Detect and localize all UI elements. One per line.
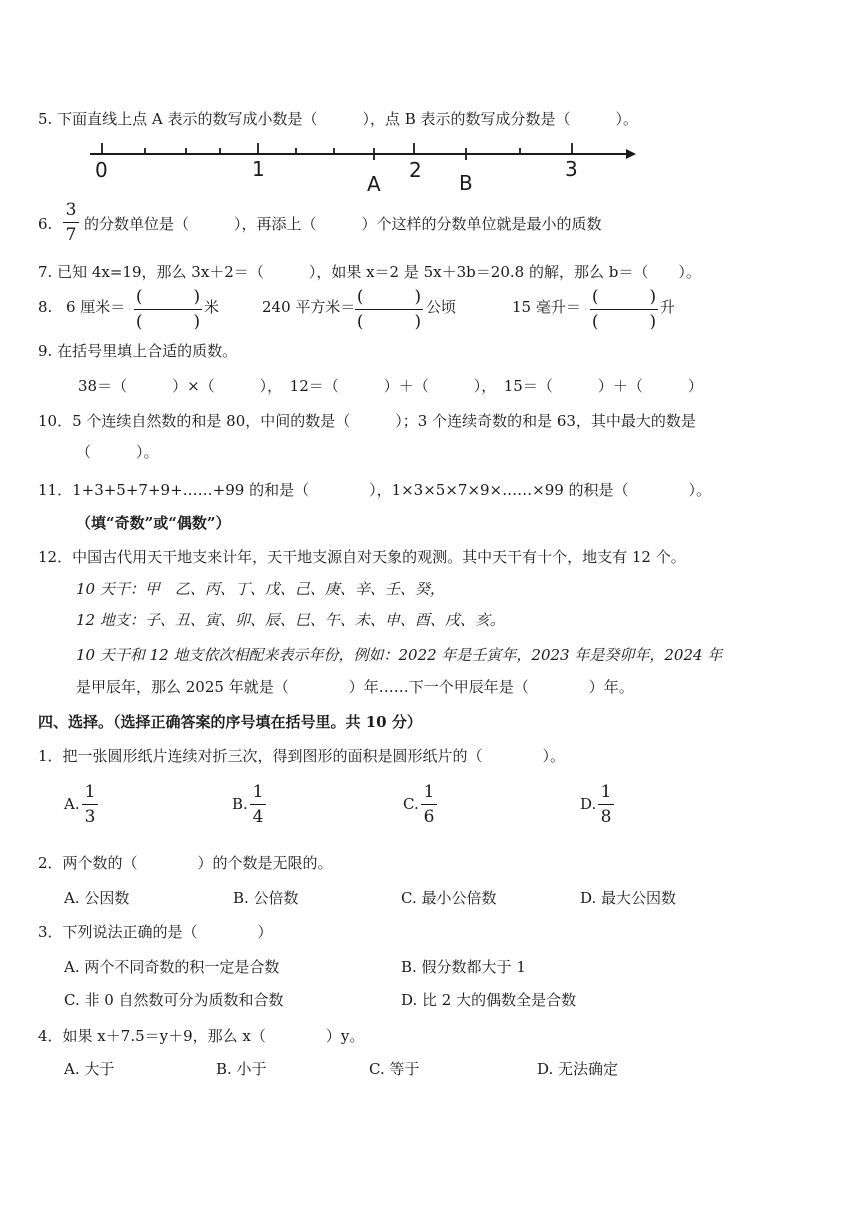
choice-2-option-d: D. 最大公因数 [580,889,677,907]
choice-3-option-c: C. 非 0 自然数可分为质数和合数 [64,991,284,1009]
number-line-label-2: 2 [409,158,422,182]
question-11-line1: 11．1+3+5+7+9+……+99 的和是（ ），1×3×5×7×9×……×99 的积是（ ）。 [38,481,712,499]
question-8-number: 8. [38,298,53,316]
choice-question-4: 4．如果 x＋7.5＝y＋9，那么 x（ ）y。 [38,1027,365,1045]
choice-1-option-b-fraction [250,782,266,827]
choice-1-option-a-label: A. [64,795,80,813]
choice-4-option-c: C. 等于 [369,1060,420,1078]
question-8-a: 6 厘米＝ [66,298,126,316]
choice-1-option-d-fraction [598,782,614,827]
question-12-line4: 10 天干和 12 地支依次相配来表示年份，例如：2022 年是壬寅年，2023 年是癸卯年，2024 年 [76,646,723,664]
number-line-label-0: 0 [95,158,108,182]
choice-2-option-c: C. 最小公倍数 [401,889,497,907]
choice-1-option-b-label: B. [232,795,248,813]
ticks [102,143,572,160]
question-11-hint: （填“奇数”或“偶数”） [76,514,231,532]
choice-2-option-b: B. 公倍数 [233,889,299,907]
fraction-numerator: 3 [65,200,77,220]
choice-3-option-d: D. 比 2 大的偶数全是合数 [401,991,577,1009]
question-12-dizhi: 12 地支：子、丑、寅、卯、辰、巳、午、未、申、酉、戌、亥。 [76,611,505,629]
choice-question-2: 2．两个数的（ ）的个数是无限的。 [38,854,333,872]
choice-1-option-a-fraction [82,782,98,827]
number-line-label-b: B [459,171,473,195]
fraction-numerator: 1 [84,782,96,802]
fraction-denominator: 7 [65,225,77,245]
choice-4-option-a: A. 大于 [64,1060,115,1078]
question-5: 5. 下面直线上点 A 表示的数写成小数是（ ），点 B 表示的数写成分数是（ ）。 [38,110,639,128]
number-line [80,138,640,198]
question-12-line1: 12．中国古代用天干地支来计年，天干地支源自对天象的观测。其中天干有十个，地支有 12 个。 [38,548,686,566]
number-line-label-3: 3 [565,157,578,181]
choice-3-option-a: A. 两个不同奇数的积一定是合数 [64,958,280,976]
choice-2-option-a: A. 公因数 [64,889,130,907]
fraction-denominator: 6 [423,807,435,827]
question-8-b-blank-fraction: ( ) ( ) [356,287,422,332]
question-8-c-unit: 升 [660,298,676,316]
section-4-title: 四、选择。（选择正确答案的序号填在括号里。共 10 分） [38,713,422,731]
choice-1-option-c-label: C. [403,795,419,813]
question-8-c-blank-fraction: ( ) ( ) [591,287,657,332]
question-10-line2: （ ）。 [76,443,159,461]
question-7: 7. 已知 4x=19，那么 3x＋2＝（ ），如果 x＝2 是 5x＋3b＝20.8 的解，那么 b＝（ ）。 [38,263,701,281]
fraction-denominator: 4 [252,807,264,827]
fraction-denominator: 3 [84,807,96,827]
question-9-blanks: 38＝（ ）×（ ）， 12＝（ ）＋（ ）， 15＝（ ）＋（ ） [78,377,703,395]
question-8-b: 240 平方米＝ [262,298,356,316]
question-10-line1: 10．5 个连续自然数的和是 80，中间的数是（ ）；3 个连续奇数的和是 63，其中最大的数是 [38,412,696,430]
number-line-label-a: A [367,172,381,196]
question-8-a-blank-fraction: ( ) ( ) [135,287,201,332]
number-line-label-1: 1 [252,157,265,181]
choice-question-3: 3．下列说法正确的是（ ） [38,923,273,941]
question-6-fraction [63,200,79,245]
choice-4-option-d: D. 无法确定 [537,1060,619,1078]
arrow-right-icon [626,149,636,159]
question-12-line5: 是甲辰年，那么 2025 年就是（ ）年……下一个甲辰年是（ ）年。 [76,678,634,696]
question-6-number: 6. [38,215,53,233]
choice-4-option-b: B. 小于 [216,1060,267,1078]
choice-3-option-b: B. 假分数都大于 1 [401,958,526,976]
choice-1-option-d-label: D. [580,795,597,813]
fraction-denominator: 8 [600,807,612,827]
question-8-a-unit: 米 [204,298,220,316]
question-9: 9. 在括号里填上合适的质数。 [38,342,238,360]
fraction-numerator: 1 [423,782,435,802]
choice-1-option-c-fraction [421,782,437,827]
fraction-numerator: 1 [252,782,264,802]
choice-question-1: 1．把一张圆形纸片连续对折三次，得到图形的面积是圆形纸片的（ ）。 [38,747,566,765]
question-8-c: 15 毫升＝ [512,298,581,316]
question-12-tiangan: 10 天干：甲 乙、丙、丁、戊、己、庚、辛、壬、癸， [76,580,445,598]
question-6-text: 的分数单位是（ ），再添上（ ）个这样的分数单位就是最小的质数 [84,215,602,233]
fraction-numerator: 1 [600,782,612,802]
question-8-b-unit: 公顷 [426,298,457,316]
